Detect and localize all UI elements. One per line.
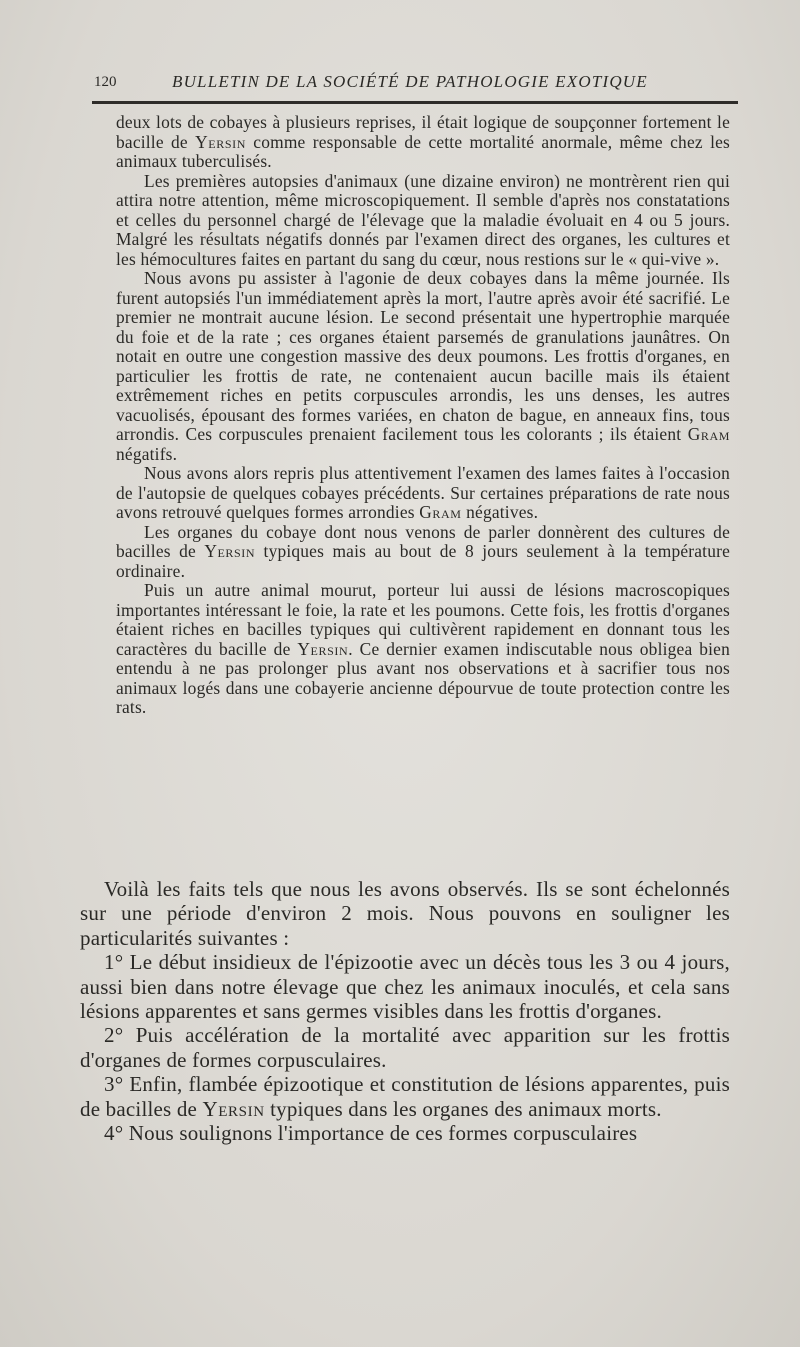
text-run: 4° Nous soulignons l'importance de ces formes corpusculaires (104, 1121, 638, 1146)
body-text-large (80, 877, 730, 1145)
text-run: Puis un autre animal mourut, porteur lui aussi de lésions macroscopiques importantes intéressant le foie, la rate et les poumons. Cette fois, les frottis d'organes étaient riches en bacilles typiques qui cultivèrent rapidement en donnant tous les caractères du bacille de (116, 580, 730, 659)
paragraph (116, 464, 730, 523)
text-run: Nous avons alors repris plus attentivement l'examen des lames faites à l'occasion de l'autopsie de quelques cobayes précédents. Sur certaines préparations de rate nous avons retrouvé quelques formes arrondies (116, 463, 730, 522)
page-number: 120 (94, 74, 117, 90)
paragraph (80, 1121, 730, 1145)
paragraph (80, 1023, 730, 1072)
paragraph (80, 877, 730, 950)
text-run: négatifs. (116, 443, 178, 464)
text-run: Les organes du cobaye dont nous venons de parler donnèrent des cultures de bacilles de (116, 521, 730, 561)
text-run: typiques mais au bout de 8 jours seulement à la température ordinaire. (116, 541, 731, 581)
paragraph (116, 113, 730, 172)
text-run: 2° Puis accélération de la mortalité avec apparition sur les frottis d'organes de formes corpusculaires. (80, 1023, 730, 1072)
body-text-small (116, 113, 730, 718)
paragraph (116, 172, 730, 270)
text-run: négatives. (461, 502, 539, 522)
text-run: 3° Enfin, flambée épizootique et constitution de lésions apparentes, puis de bacilles de (80, 1072, 730, 1121)
text-run: typiques dans les organes des animaux morts. (264, 1096, 662, 1121)
text-run: Les premières autopsies d'animaux (une dizaine environ) ne montrèrent rien qui attira notre attention, même microscopiquement. Il semble d'après nos constatations et celles du personnel chargé de l'élevage que la maladie évoluait en 4 ou 5 jours. Malgré les résultats négatifs donnés par l'examen direct des organes, les cultures et les hémocultures faites en partant du sang du cœur, nous restions sur le « qui-vive ». (116, 170, 730, 269)
running-header (92, 72, 738, 96)
running-title: BULLETIN DE LA SOCIÉTÉ DE PATHOLOGIE EXOTIQUE (172, 72, 648, 91)
text-run: Nous avons pu assister à l'agonie de deux cobayes dans la même journée. Ils furent autopsiés l'un immédiatement après la mort, l'autre après avoir été sacrifié. Le premier ne montrait aucune lésion. Le second présentait une hypertrophie marquée du foie et de la rate ; ces organes étaient parsemés de granulations jaunâtres. On notait en outre une congestion massive des deux poumons. Les frottis d'organes, en particulier les frottis de rate, ne contenaient aucun bacille mais ils étaient extrêmement riches en petits corpuscules arrondis, les uns denses, les autres vacuolisés, épousant des formes variées, en chaton de bague, en anneaux fins, tous arrondis. Ces corpuscules prenaient facilement tous les colorants ; ils étaient (116, 268, 730, 444)
paragraph (80, 950, 730, 1023)
header-rule (92, 101, 738, 104)
small-caps-name: Gram (687, 424, 730, 444)
text-run: deux lots de cobayes à plusieurs reprises, il était logique de soupçonner fortement le bacille de (116, 112, 730, 152)
small-caps-name: Yersin (204, 541, 256, 561)
paragraph (116, 581, 730, 718)
small-caps-name: Yersin (297, 638, 349, 659)
paragraph (116, 523, 730, 582)
text-run: comme responsable de cette mortalité anormale, même chez les animaux tuberculisés. (116, 131, 730, 171)
paragraph (80, 1072, 730, 1121)
text-run: Voilà les faits tels que nous les avons observés. Ils se sont échelonnés sur une période d'environ 2 mois. Nous pouvons en souligner les particularités suivantes : (80, 877, 730, 950)
small-caps-name: Yersin (195, 131, 246, 152)
text-run: 1° Le début insidieux de l'épizootie avec un décès tous les 3 ou 4 jours, aussi bien dans notre élevage que chez les animaux inoculés, et cela sans lésions apparentes et sans germes visibles dans les frottis d'organes. (80, 950, 730, 1024)
small-caps-name: Yersin (202, 1096, 265, 1121)
small-caps-name: Gram (419, 502, 462, 522)
text-run: . Ce dernier examen indiscutable nous obligea bien entendu à ne pas prolonger plus avant nos observations et à sacrifier tous nos animaux logés dans une cobayerie ancienne dépourvue de toute protection contre les rats. (116, 638, 730, 717)
paragraph (116, 269, 730, 464)
